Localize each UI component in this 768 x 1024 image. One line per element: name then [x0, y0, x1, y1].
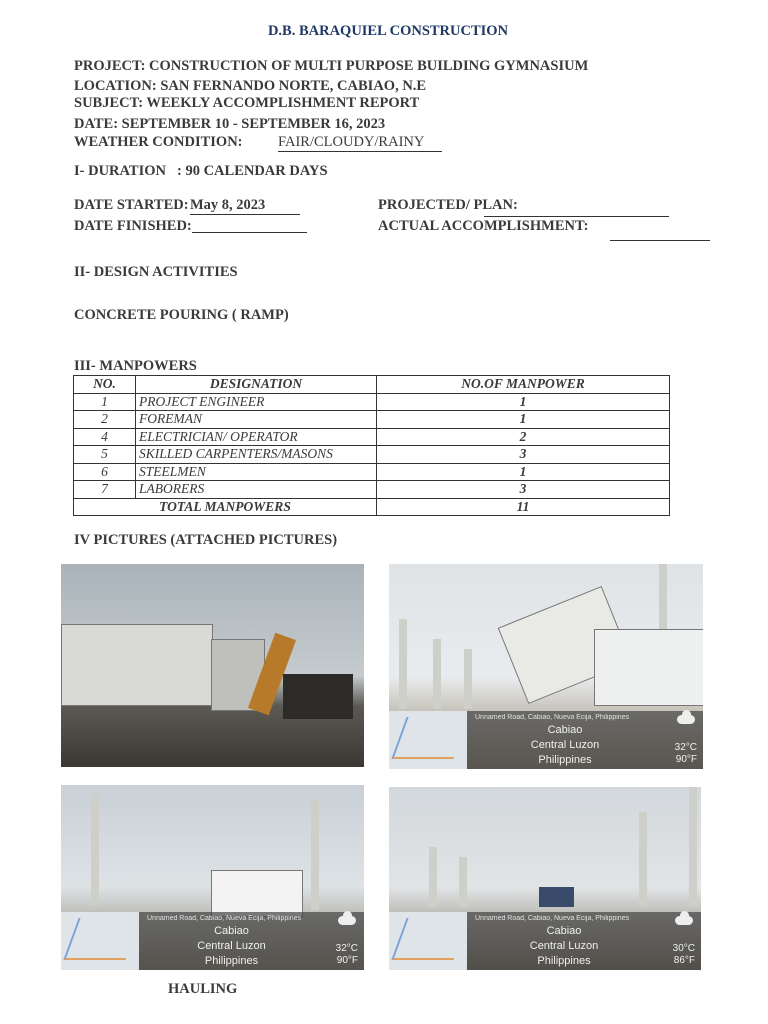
site-photo-excavator — [61, 564, 364, 767]
projected-label: PROJECTED/ PLAN: — [378, 197, 518, 213]
table-row — [74, 411, 670, 429]
geotag-road: Unnamed Road, Cabiao, Nueva Ecija, Philippines — [475, 714, 630, 721]
site-photo-hauling-truck — [61, 785, 364, 970]
cloud-icon — [675, 916, 693, 925]
table-row — [74, 428, 670, 446]
geotag-overlay — [61, 912, 364, 970]
map-thumbnail — [389, 912, 467, 970]
geotag-country: Philippines — [537, 955, 591, 967]
site-photo-dump-truck-unloading — [389, 564, 703, 769]
dump-truck-shape — [61, 624, 213, 706]
row-designation: STEELMEN — [136, 463, 377, 481]
site-photo-backfilling — [389, 787, 701, 970]
geotag-region: Central Luzon — [529, 940, 599, 952]
project-line: PROJECT: CONSTRUCTION OF MULTI PURPOSE BUILDING GYMNASIUM — [74, 58, 589, 74]
row-designation: PROJECT ENGINEER — [136, 393, 377, 411]
company-title: D.B. BARAQUIEL CONSTRUCTION — [267, 23, 509, 39]
manpower-table — [73, 375, 670, 516]
manpower-heading: III- MANPOWERS — [74, 358, 197, 374]
date-finished-blank — [192, 232, 307, 233]
row-no: 6 — [74, 463, 136, 481]
col-header-designation: DESIGNATION — [136, 376, 377, 394]
design-activity: CONCRETE POURING ( RAMP) — [74, 307, 289, 323]
geotag-temp-f: 90°F — [675, 754, 697, 765]
row-count: 1 — [377, 393, 670, 411]
row-designation: ELECTRICIAN/ OPERATOR — [136, 428, 377, 446]
duration-value: : 90 CALENDAR DAYS — [177, 163, 328, 179]
column-shape — [459, 857, 467, 907]
total-value: 11 — [377, 498, 670, 516]
geotag-overlay — [389, 711, 703, 769]
total-label: TOTAL MANPOWERS — [74, 498, 377, 516]
map-thumbnail — [61, 912, 139, 970]
column-shape — [399, 619, 407, 709]
truck-cab-shape — [594, 629, 703, 706]
projected-blank — [484, 216, 669, 217]
row-count: 3 — [377, 446, 670, 464]
geotag-road: Unnamed Road, Cabiao, Nueva Ecija, Philippines — [147, 915, 302, 922]
table-row — [74, 481, 670, 499]
table-header-row — [74, 376, 670, 394]
geotag-panel — [139, 912, 364, 970]
column-shape — [433, 639, 441, 709]
geotag-temp-c: 32°C — [335, 943, 358, 954]
row-designation: SKILLED CARPENTERS/MASONS — [136, 446, 377, 464]
column-shape — [311, 800, 319, 910]
geotag-temp-c: 30°C — [672, 943, 695, 954]
row-count: 2 — [377, 428, 670, 446]
design-heading: II- DESIGN ACTIVITIES — [74, 264, 238, 280]
geotag-city: Cabiao — [547, 724, 583, 736]
excavator-body-shape — [283, 674, 353, 719]
column-shape — [639, 812, 647, 907]
geotag-region: Central Luzon — [530, 739, 600, 751]
cloud-icon — [338, 916, 356, 925]
table-row — [74, 446, 670, 464]
duration-label: I- DURATION — [74, 163, 166, 179]
subject-line: SUBJECT: WEEKLY ACCOMPLISHMENT REPORT — [74, 95, 420, 111]
map-thumbnail — [389, 711, 467, 769]
geotag-overlay — [389, 912, 701, 970]
geotag-city: Cabiao — [214, 925, 249, 937]
date-started-value: May 8, 2023 — [190, 197, 300, 215]
pictures-heading: IV PICTURES (ATTACHED PICTURES) — [74, 532, 338, 548]
photo-caption: HAULING — [168, 981, 238, 997]
row-count: 1 — [377, 463, 670, 481]
weather-label: WEATHER CONDITION: — [74, 134, 243, 150]
geotag-temp-c: 32°C — [674, 742, 697, 753]
geotag-country: Philippines — [538, 754, 592, 766]
col-header-count: NO.OF MANPOWER — [377, 376, 670, 394]
column-shape — [91, 795, 99, 905]
row-count: 1 — [377, 411, 670, 429]
table-total-row — [74, 498, 670, 516]
location-line: LOCATION: SAN FERNANDO NORTE, CABIAO, N.E — [74, 78, 427, 94]
geotag-country: Philippines — [204, 955, 259, 967]
date-line: DATE: SEPTEMBER 10 - SEPTEMBER 16, 2023 — [74, 116, 386, 132]
row-no: 1 — [74, 393, 136, 411]
geotag-temp-f: 90°F — [336, 955, 358, 966]
truck-cab-shape — [211, 870, 303, 917]
geotag-panel — [467, 912, 701, 970]
row-count: 3 — [377, 481, 670, 499]
row-designation: LABORERS — [136, 481, 377, 499]
row-designation: FOREMAN — [136, 411, 377, 429]
weather-row — [74, 134, 243, 151]
vehicle-shape — [539, 887, 574, 907]
row-no: 4 — [74, 428, 136, 446]
column-shape — [689, 787, 697, 907]
column-shape — [464, 649, 472, 709]
weather-value: FAIR/CLOUDY/RAINY — [278, 134, 442, 152]
row-no: 7 — [74, 481, 136, 499]
geotag-temp-f: 86°F — [673, 955, 695, 966]
geotag-city: Cabiao — [546, 925, 582, 937]
col-header-no: NO. — [74, 376, 136, 394]
row-no: 2 — [74, 411, 136, 429]
actual-blank — [610, 240, 710, 241]
geotag-road: Unnamed Road, Cabiao, Nueva Ecija, Philippines — [475, 915, 630, 922]
cloud-icon — [677, 715, 695, 724]
date-finished-label: DATE FINISHED: — [74, 218, 192, 234]
geotag-region: Central Luzon — [197, 940, 266, 952]
row-no: 5 — [74, 446, 136, 464]
date-started-label: DATE STARTED: — [74, 197, 189, 213]
table-row — [74, 463, 670, 481]
actual-label: ACTUAL ACCOMPLISHMENT: — [378, 218, 589, 234]
column-shape — [429, 847, 437, 907]
geotag-panel — [467, 711, 703, 769]
table-row — [74, 393, 670, 411]
